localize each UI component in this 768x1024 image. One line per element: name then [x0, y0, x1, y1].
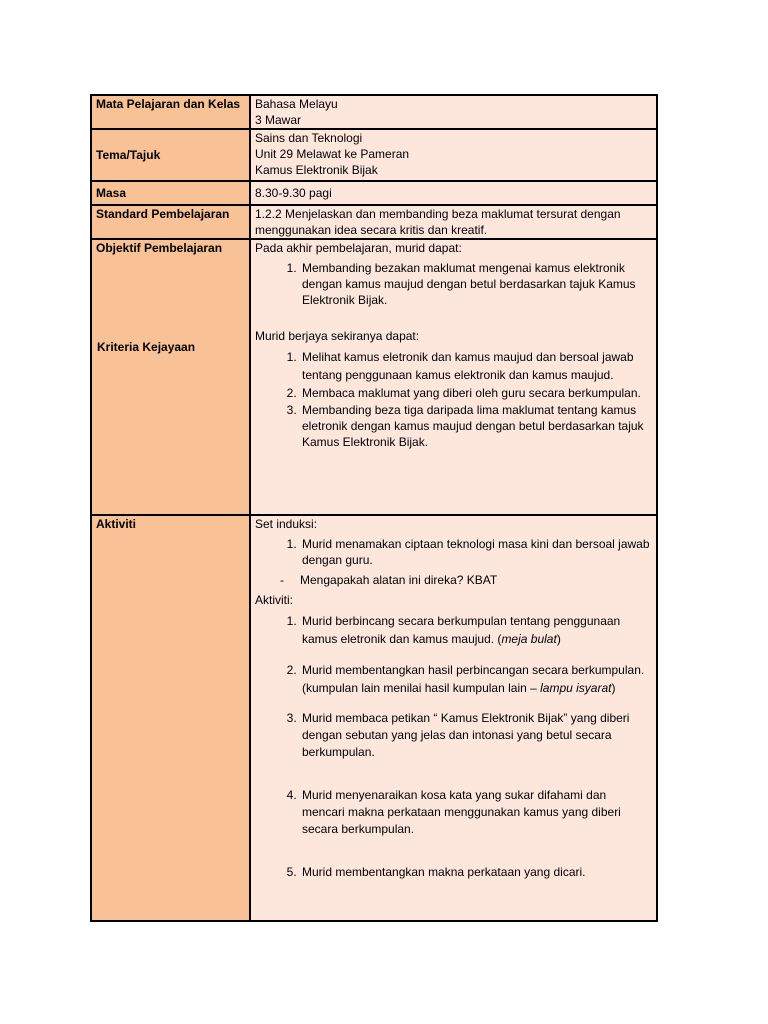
activity-item: 4. Murid menyenaraikan kosa kata yang sukar difahami dan mencari makna perkataan menggunakan kamus yang diberi secara berkumpulan. — [300, 787, 652, 838]
subject-line: Bahasa Melayu — [255, 97, 338, 111]
label-objective: Objektif Pembelajaran — [96, 241, 223, 255]
induction-heading: Set induksi: — [255, 517, 318, 531]
label-theme: Tema/Tajuk — [91, 129, 250, 181]
criteria-list — [255, 348, 652, 450]
induction-list — [255, 536, 652, 568]
induction-item: 1. Murid menamakan ciptaan teknologi masa kini dan bersoal jawab dengan guru. — [300, 536, 652, 568]
value-activity — [250, 515, 657, 921]
class-line: 3 Mawar — [255, 113, 302, 127]
theme-line: Sains dan Teknologi — [255, 131, 363, 145]
value-theme — [250, 129, 657, 181]
criteria-item: 3. Membanding beza tiga daripada lima maklumat tentang kamus eletronik dengan kamus maujud dengan betul berdasarkan tajuk Kamus Elektronik Bijak. — [300, 402, 652, 450]
row-objective-criteria — [91, 239, 657, 515]
activity-item: 5. Murid membentangkan makna perkataan yang dicari. — [300, 864, 652, 881]
label-criteria: Kriteria Kejayaan — [97, 340, 196, 354]
label-standard: Standard Pembelajaran — [91, 205, 250, 239]
row-time — [91, 181, 657, 205]
activity-item: 2. Murid membentangkan hasil perbincangan secara berkumpulan. (kumpulan lain menilai hasil kumpulan lain – lampu isyarat) — [300, 661, 652, 697]
value-standard: 1.2.2 Menjelaskan dan membanding beza maklumat tersurat dengan menggunakan idea secara kritis dan kreatif. — [250, 205, 657, 239]
activity-list — [255, 612, 652, 881]
criteria-intro: Murid berjaya sekiranya dapat: — [255, 329, 420, 343]
lesson-plan-table — [90, 94, 658, 922]
value-time: 8.30-9.30 pagi — [250, 181, 657, 205]
row-standard — [91, 205, 657, 239]
activity-heading: Aktiviti: — [255, 593, 294, 607]
unit-line: Unit 29 Melawat ke Pameran — [255, 147, 410, 161]
row-theme — [91, 129, 657, 181]
row-subject — [91, 95, 657, 129]
value-objective-criteria — [250, 239, 657, 515]
activity-item: 3. Murid membaca petikan “ Kamus Elektronik Bijak” yang diberi dengan sebutan yang jelas dan intonasi yang betul secara berkumpulan. — [300, 710, 652, 761]
topic-line: Kamus Elektronik Bijak — [255, 163, 378, 177]
induction-subitem: - Mengapakah alatan ini direka? KBAT — [300, 572, 652, 588]
criteria-item: 2. Membaca maklumat yang diberi oleh guru secara berkumpulan. — [300, 385, 652, 401]
label-subject: Mata Pelajaran dan Kelas — [91, 95, 250, 129]
induction-sublist — [255, 572, 652, 588]
objective-item: 1. Membanding bezakan maklumat mengenai kamus elektronik dengan kamus maujud dengan betul berdasarkan tajuk Kamus Elektronik Bijak. — [300, 260, 652, 308]
objective-list — [255, 260, 652, 308]
value-subject — [250, 95, 657, 129]
row-activity — [91, 515, 657, 921]
label-objective-criteria — [91, 239, 250, 515]
criteria-item: 1. Melihat kamus eletronik dan kamus maujud dan bersoal jawab tentang penggunaan kamus elektronik dan kamus maujud. — [300, 348, 652, 384]
label-time: Masa — [91, 181, 250, 205]
objective-intro: Pada akhir pembelajaran, murid dapat: — [255, 241, 462, 255]
label-activity: Aktiviti — [91, 515, 250, 921]
activity-item: 1. Murid berbincang secara berkumpulan tentang penggunaan kamus eletronik dan kamus maujud. (meja bulat) — [300, 612, 652, 648]
